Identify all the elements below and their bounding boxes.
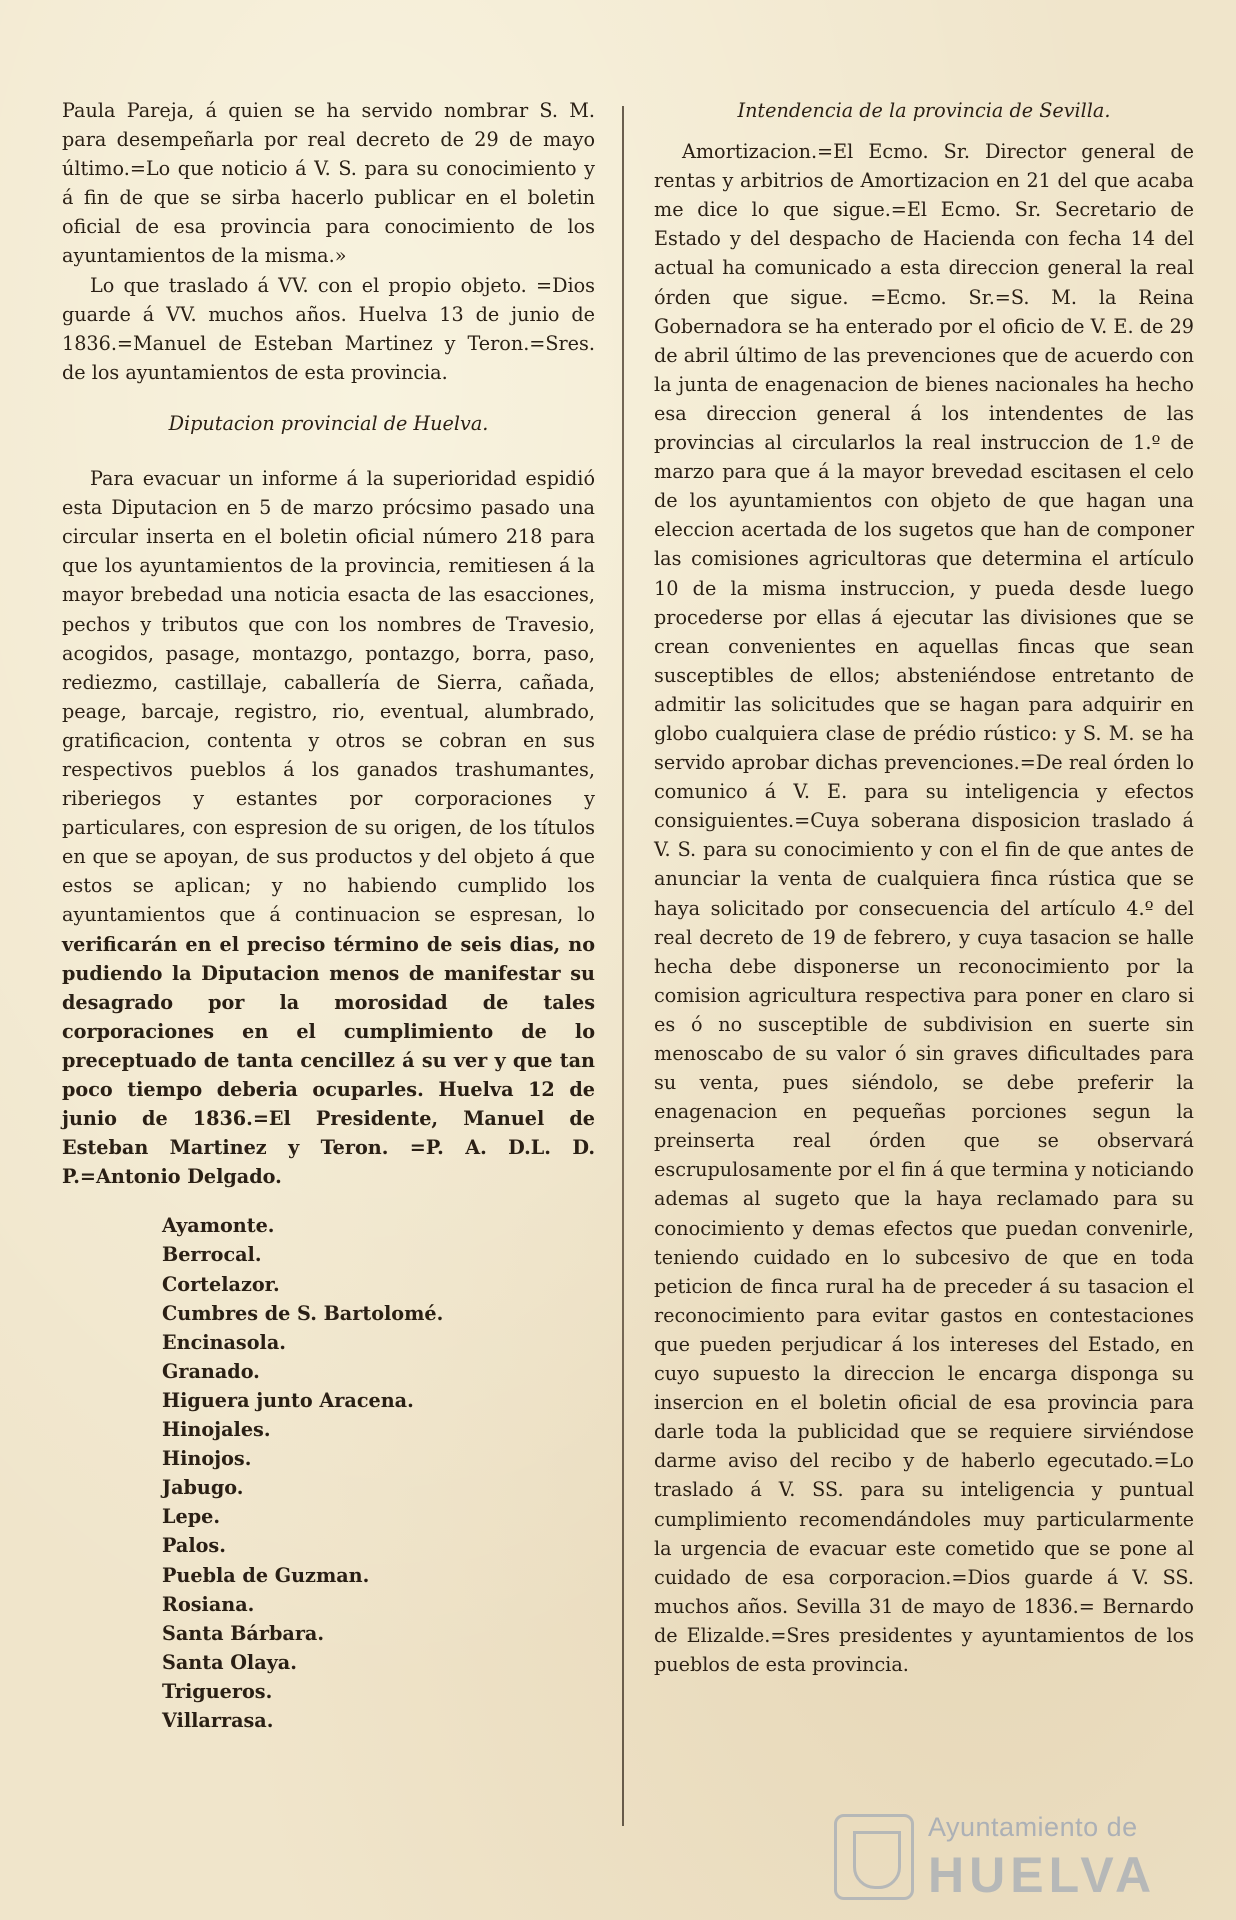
right-column	[654, 96, 1194, 1679]
town-list-item: Palos.	[162, 1534, 226, 1558]
town-list-item: Berrocal.	[162, 1243, 262, 1267]
town-list-item: Encinasola.	[162, 1330, 286, 1354]
town-list-item: Hinojales.	[162, 1418, 271, 1442]
town-list-item: Villarrasa.	[162, 1708, 274, 1732]
town-list-item: Trigueros.	[162, 1679, 273, 1703]
town-list-item: Cumbres de S. Bartolomé.	[162, 1301, 444, 1325]
left-paragraph-3	[62, 464, 595, 1191]
town-list-item: Jabugo.	[162, 1476, 244, 1500]
section-title-intendencia: Intendencia de la provincia de Sevilla.	[737, 99, 1111, 122]
town-list-item: Rosiana.	[162, 1592, 255, 1616]
paragraph-3-regular-text: Para evacuar un informe á la superioridad espidió esta Diputacion en 5 de marzo prócsimo pasado una circular inserta en el boletin oficial número 218 para que los ayuntamientos de la provincia, remitiesen á la mayor brebedad una noticia esacta de las esacciones, pechos y tributos que con los nombres de Travesio, acogidos, pasage, montazgo, pontazgo, borra, paso, rediezmo, castillaje, caballería de Sierra, cañada, peage, barcaje, registro, rio, eventual, alumbrado, gratificacion, contenta y otros se cobran en sus respectivos pueblos á los ganados trashumantes, riberiegos y estantes por corporaciones y particulares, con espresion de su origen, de los títulos en que se apoyan, de sus productos y del objeto á que estos se aplican; y no habiendo cumplido los ayuntamientos que á continuacion se espresan, lo	[62, 467, 595, 927]
town-list-item: Santa Bárbara.	[162, 1621, 325, 1645]
town-list-item: Granado.	[162, 1359, 260, 1383]
town-list-item: Santa Olaya.	[162, 1650, 297, 1674]
section-title-diputacion: Diputacion provincial de Huelva.	[168, 411, 489, 435]
town-list-item: Higuera junto Aracena.	[162, 1388, 414, 1412]
town-list-item: Hinojos.	[162, 1447, 252, 1471]
left-paragraph-1: Paula Pareja, á quien se ha servido nombrar S. M. para desempeñarla por real decreto de 29 de mayo último.=Lo que noticio á V. S. para su conocimiento y á fin de que se sirba hacerlo publicar en el boletin oficial de esa provincia para conocimiento de los ayuntamientos de la misma.»	[62, 99, 595, 268]
town-list-item: Lepe.	[162, 1505, 221, 1529]
column-divider	[622, 106, 624, 1826]
watermark	[834, 1806, 1214, 1906]
left-column	[62, 96, 595, 1735]
town-list-item: Ayamonte.	[162, 1214, 275, 1238]
watermark-line-2: HUELVA	[928, 1847, 1157, 1903]
left-paragraph-2: Lo que traslado á VV. con el propio objeto. =Dios guarde á VV. muchos años. Huelva 13 de junio de 1836.=Manuel de Esteban Martinez y Teron.=Sres. de los ayuntamientos de esta provincia.	[62, 273, 595, 384]
watermark-line-1: Ayuntamiento de	[928, 1812, 1138, 1842]
town-list-item: Puebla de Guzman.	[162, 1563, 370, 1587]
town-list	[62, 1211, 595, 1735]
paragraph-3-bold-text: verificarán en el preciso término de seis dias, no pudiendo la Diputacion menos de manifestar su desagrado por la morosidad de tales corporaciones en el cumplimiento de lo preceptuado de tanta cencillez á su ver y que tan poco tiempo deberia ocuparles. Huelva 12 de junio de 1836.=El Presidente, Manuel de Esteban Martinez y Teron. =P. A. D.L. D. P.=Antonio Delgado.	[62, 932, 595, 1189]
city-seal-icon	[834, 1814, 914, 1900]
right-paragraph-1: Amortizacion.=El Ecmo. Sr. Director general de rentas y arbitrios de Amortizacion en 21 del que acaba me dice lo que sigue.=El Ecmo. Sr. Secretario de Estado y del despacho de Hacienda con fecha 14 del actual ha comunicado a esta direccion general la real órden que sigue. =Ecmo. Sr.=S. M. la Reina Gobernadora se ha enterado por el oficio de V. E. de 29 de abril último de las prevenciones que de acuerdo con la junta de enagenacion de bienes nacionales ha hecho esa direccion general á los intendentes de las provincias al circularlos la real instruccion de 1.º de marzo para que á la mayor brevedad escitasen el celo de los ayuntamientos con objeto de que hagan una eleccion acertada de los sugetos que han de componer las comisiones agricultoras que determina el artículo 10 de la misma instruccion, y pueda desde luego procederse por ellas á ejecutar las divisiones que se crean convenientes en aquellas fincas que sean susceptibles de ellos; absteniéndose entretanto de admitir las solicitudes que se hagan para adquirir en globo cualquiera clase de prédio rústico: y S. M. se ha servido aprobar dichas prevenciones.=De real órden lo comunico á V. E. para su inteligencia y efectos consiguientes.=Cuya soberana disposicion traslado á V. S. para su conocimiento y con el fin de que antes de anunciar la venta de cualquiera finca rústica que se haya solicitado por consecuencia del artículo 4.º del real decreto de 19 de febrero, y cuya tasacion se halle hecha debe disponerse un reconocimiento por la comision agricultura respectiva para poner en claro si es ó no susceptible de subdivision en suerte sin menoscabo de su valor ó sin graves dificultades para su venta, pues siéndolo, se debe preferir la enagenacion en pequeñas porciones segun la preinserta real órden que se observará escrupulosamente por el fin á que termina y noticiando ademas al sugeto que la haya reclamado para su conocimiento y demas efectos que puedan convenirle, teniendo cuidado en lo subcesivo de que en toda peticion de finca rural ha de preceder á su tasacion el reconocimiento para evitar gastos en contestaciones que pueden perjudicar á los intereses del Estado, en cuyo supuesto la direccion le encarga disponga su insercion en el boletin oficial de esa provincia para darle toda la publicidad que se requiere sirviéndose darme aviso del recibo y de haberlo egecutado.=Lo traslado á V. SS. para su inteligencia y puntual cumplimiento recomendándoles muy particularmente la urgencia de evacuar este cometido que se pone al cuidado de esa corporacion.=Dios guarde á V. SS. muchos años. Sevilla 31 de mayo de 1836.= Bernardo de Elizalde.=Sres presidentes y ayuntamientos de los pueblos de esta provincia.	[654, 140, 1194, 1676]
town-list-item: Cortelazor.	[162, 1272, 280, 1296]
